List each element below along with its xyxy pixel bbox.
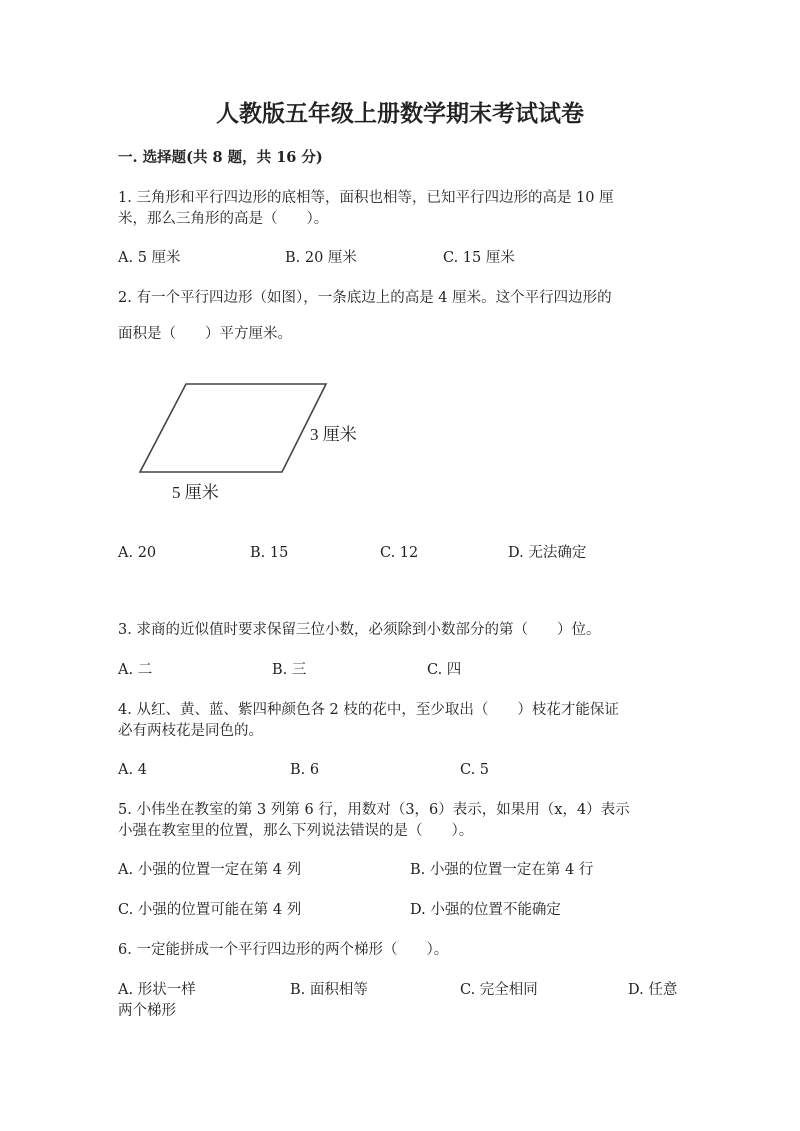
q6-option-d: D. 任意 — [628, 982, 678, 998]
side-label: 3 厘米 — [310, 425, 357, 444]
q1-option-c: C. 15 厘米 — [443, 250, 515, 266]
q4-option-a: A. 4 — [118, 762, 147, 778]
page-title: 人教版五年级上册数学期末考试试卷 — [216, 100, 584, 127]
base-label: 5 厘米 — [172, 483, 219, 502]
q1-line2: 米，那么三角形的高是（ ）。 — [118, 211, 329, 227]
q1-option-a: A. 5 厘米 — [118, 250, 181, 266]
q5-option-a: A. 小强的位置一定在第 4 列 — [118, 862, 302, 878]
section-heading: 一. 选择题(共 8 题，共 16 分) — [118, 149, 323, 166]
q5-option-b: B. 小强的位置一定在第 4 行 — [410, 862, 594, 878]
q4-line1: 4. 从红、黄、蓝、紫四种颜色各 2 枝的花中，至少取出（ ）枝花才能保证 — [118, 702, 619, 718]
q5-option-c: C. 小强的位置可能在第 4 列 — [118, 902, 302, 918]
q2-line2: 面积是（ ）平方厘米。 — [118, 326, 292, 342]
q2-option-a: A. 20 — [118, 545, 157, 561]
q1-option-b: B. 20 厘米 — [285, 250, 357, 266]
q3-option-a: A. 二 — [118, 662, 153, 678]
q5-line1: 5. 小伟坐在教室的第 3 列第 6 行，用数对（3，6）表示，如果用（x，4）表示 — [118, 802, 630, 818]
q4-line2: 必有两枝花是同色的。 — [118, 723, 263, 739]
q1-line1: 1. 三角形和平行四边形的底相等，面积也相等，已知平行四边形的高是 10 厘 — [118, 190, 614, 206]
q3-option-c: C. 四 — [427, 662, 462, 678]
q3-option-b: B. 三 — [272, 662, 307, 678]
q6-option-d-wrap: 两个梯形 — [118, 1003, 176, 1019]
q4-option-b: B. 6 — [290, 762, 320, 778]
q2-option-d: D. 无法确定 — [508, 545, 587, 561]
q3-line1: 3. 求商的近似值时要求保留三位小数，必须除到小数部分的第（ ）位。 — [118, 622, 601, 638]
q6-line1: 6. 一定能拼成一个平行四边形的两个梯形（ ）。 — [118, 942, 449, 958]
q2-option-b: B. 15 — [250, 545, 289, 561]
q6-option-b: B. 面积相等 — [290, 982, 368, 998]
q6-option-a: A. 形状一样 — [118, 982, 196, 998]
q2-option-c: C. 12 — [380, 545, 419, 561]
parallelogram-shape — [140, 384, 326, 472]
q5-line2: 小强在教室里的位置，那么下列说法错误的是（ ）。 — [118, 823, 474, 839]
q4-option-c: C. 5 — [460, 762, 490, 778]
q5-option-d: D. 小强的位置不能确定 — [410, 902, 561, 918]
q2-line1: 2. 有一个平行四边形（如图），一条底边上的高是 4 厘米。这个平行四边形的 — [118, 290, 612, 306]
q6-option-c: C. 完全相同 — [460, 982, 538, 998]
